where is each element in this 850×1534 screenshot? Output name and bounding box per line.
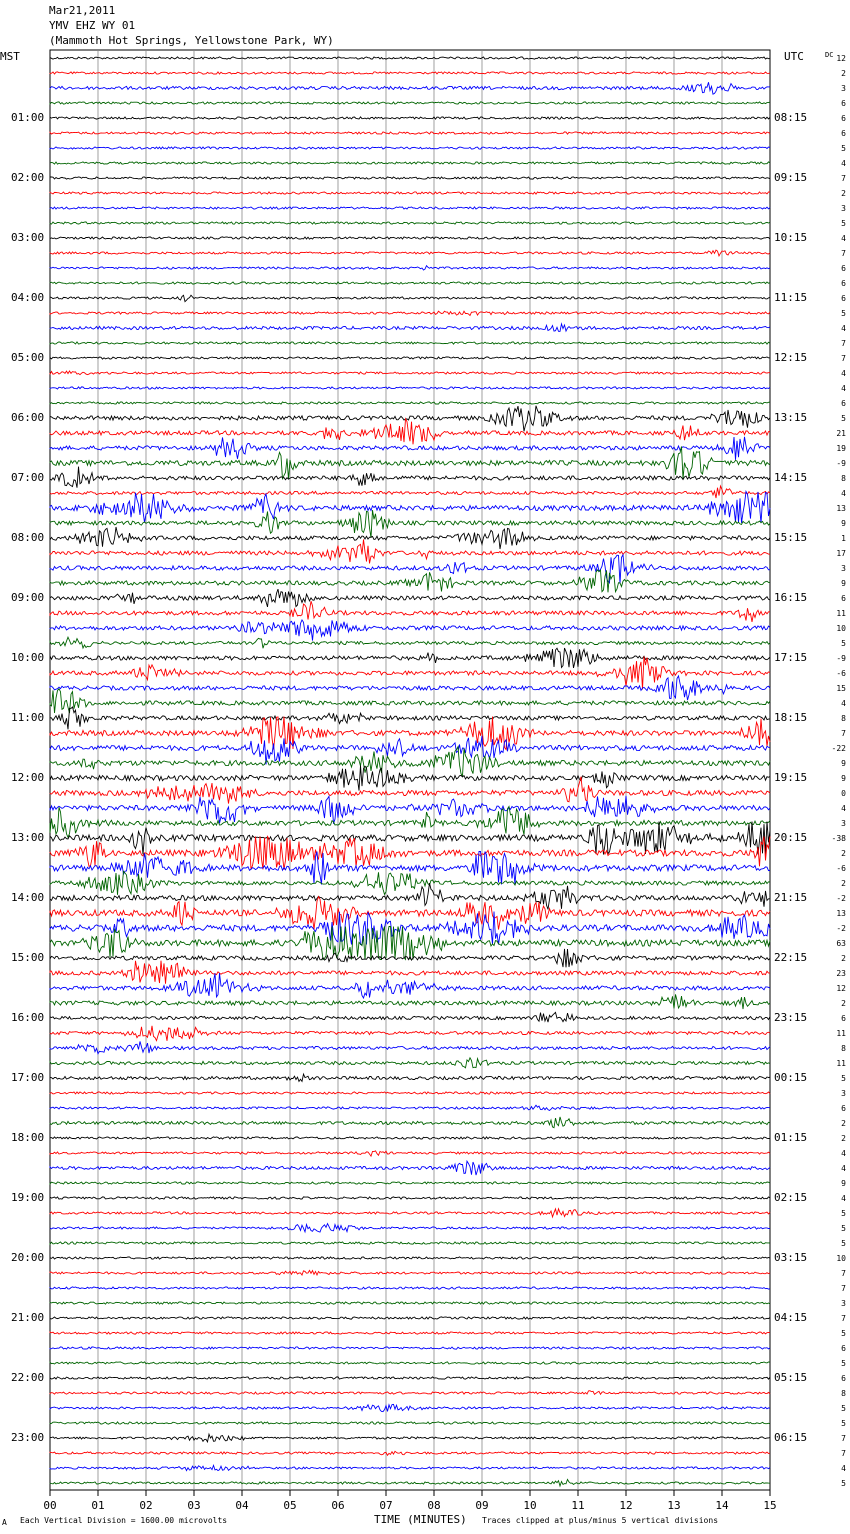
trace-line <box>50 342 770 344</box>
trace-line <box>50 222 770 224</box>
trace-line <box>50 1391 770 1395</box>
utc-hour-label: 11:15 <box>774 291 808 304</box>
trace-line <box>50 1317 770 1319</box>
trace-line <box>50 973 770 998</box>
trace-line <box>50 601 770 622</box>
trace-line <box>50 324 770 332</box>
mst-hour-label: 08:00 <box>11 531 45 544</box>
trace-line <box>50 207 770 209</box>
trace-line <box>50 1117 770 1128</box>
trace-line <box>50 527 770 549</box>
dc-offset-label: 9 <box>841 579 846 588</box>
trace-line <box>50 419 770 444</box>
dc-axis-title: DC <box>825 51 834 59</box>
dc-offset-label: 63 <box>836 939 846 948</box>
dc-offset-label: 6 <box>841 1014 846 1023</box>
trace-line <box>50 707 770 729</box>
mst-hour-label: 17:00 <box>11 1071 45 1084</box>
dc-offset-label: 23 <box>836 969 846 978</box>
dc-offset-label: 13 <box>836 504 846 513</box>
dc-offset-label: 9 <box>841 519 846 528</box>
utc-axis-title: UTC <box>784 50 804 63</box>
utc-hour-label: 14:15 <box>774 471 808 484</box>
dc-offset-label: 3 <box>841 819 846 828</box>
trace-line <box>50 1209 770 1217</box>
mst-hour-label: 10:00 <box>11 651 45 664</box>
trace-line <box>50 1182 770 1184</box>
trace-line <box>50 250 770 256</box>
trace-line <box>50 852 770 885</box>
date-label: Mar21,2011 <box>49 4 116 17</box>
trace-line <box>50 676 770 700</box>
dc-offset-label: 5 <box>841 144 846 153</box>
dc-offset-label: 6 <box>841 399 846 408</box>
mst-hour-label: 12:00 <box>11 771 45 784</box>
trace-line <box>50 961 770 984</box>
trace-line <box>50 1151 770 1156</box>
dc-offset-label: 7 <box>841 174 846 183</box>
mst-hour-label: 09:00 <box>11 591 45 604</box>
mst-hour-label: 14:00 <box>11 891 45 904</box>
x-tick-label: 03 <box>187 1499 201 1512</box>
utc-hour-label: 21:15 <box>774 891 808 904</box>
trace-line <box>50 1161 770 1175</box>
mst-hour-label: 20:00 <box>11 1251 45 1264</box>
dc-offset-label: 4 <box>841 234 846 243</box>
trace-line <box>50 539 770 563</box>
dc-offset-label: 2 <box>841 1119 846 1128</box>
x-tick-label: 13 <box>667 1499 681 1512</box>
dc-offset-label: -22 <box>831 744 846 753</box>
trace-line <box>50 486 770 498</box>
dc-offset-label: 6 <box>841 129 846 138</box>
x-tick-label: 02 <box>139 1499 153 1512</box>
dc-offset-label: 2 <box>841 1134 846 1143</box>
trace-line <box>50 1422 770 1424</box>
trace-line <box>50 620 770 641</box>
trace-line <box>50 589 770 607</box>
x-tick-label: 00 <box>43 1499 57 1512</box>
trace-line <box>50 994 770 1009</box>
dc-offset-label: 7 <box>841 249 846 258</box>
utc-hour-label: 17:15 <box>774 651 808 664</box>
dc-offset-label: 6 <box>841 1104 846 1113</box>
dc-offset-label: 4 <box>841 804 846 813</box>
mst-hour-label: 02:00 <box>11 171 45 184</box>
dc-offset-label: 5 <box>841 1209 846 1218</box>
utc-hour-label: 16:15 <box>774 591 808 604</box>
trace-line <box>50 689 770 713</box>
trace-line <box>50 467 770 488</box>
trace-line <box>50 162 770 164</box>
dc-offset-label: 4 <box>841 159 846 168</box>
dc-offset-label: 8 <box>841 1044 846 1053</box>
trace-line <box>50 777 770 804</box>
dc-offset-label: 6 <box>841 264 846 273</box>
trace-line <box>50 1434 770 1442</box>
trace-line <box>50 177 770 179</box>
trace-line <box>50 237 770 239</box>
dc-offset-label: 5 <box>841 1074 846 1083</box>
dc-offset-label: 3 <box>841 564 846 573</box>
trace-line <box>50 570 770 593</box>
dc-offset-label: 5 <box>841 1239 846 1248</box>
mst-hour-label: 23:00 <box>11 1431 45 1444</box>
trace-line <box>50 1197 770 1199</box>
station-label: YMV EHZ WY 01 <box>49 19 136 32</box>
trace-line <box>50 1058 770 1068</box>
dc-offset-label: 13 <box>836 909 846 918</box>
mst-hour-label: 11:00 <box>11 711 45 724</box>
dc-offset-label: 12 <box>836 54 846 63</box>
dc-offset-label: 3 <box>841 1089 846 1098</box>
x-tick-label: 12 <box>619 1499 633 1512</box>
trace-line <box>50 927 770 960</box>
dc-offset-label: 11 <box>836 1029 846 1038</box>
dc-offset-label: 5 <box>841 1359 846 1368</box>
trace-line <box>50 1347 770 1349</box>
dc-offset-label: 9 <box>841 774 846 783</box>
mst-hour-label: 22:00 <box>11 1371 45 1384</box>
mst-hour-label: 05:00 <box>11 351 45 364</box>
dc-offset-label: 3 <box>841 204 846 213</box>
trace-line <box>50 1092 770 1094</box>
trace-line <box>50 1287 770 1289</box>
mst-hour-label: 03:00 <box>11 231 45 244</box>
trace-line <box>50 912 770 945</box>
dc-offset-label: 7 <box>841 1269 846 1278</box>
dc-offset-label: 4 <box>841 699 846 708</box>
dc-offset-label: 6 <box>841 99 846 108</box>
dc-offset-label: 4 <box>841 384 846 393</box>
trace-line <box>50 1137 770 1139</box>
utc-hour-label: 00:15 <box>774 1071 808 1084</box>
mst-hour-label: 06:00 <box>11 411 45 424</box>
dc-offset-label: 2 <box>841 999 846 1008</box>
trace-line <box>50 1451 770 1455</box>
trace-line <box>50 717 770 750</box>
trace-line <box>50 736 770 765</box>
trace-line <box>50 492 770 524</box>
dc-offset-label: -2 <box>836 924 846 933</box>
trace-line <box>50 510 770 538</box>
utc-hour-label: 13:15 <box>774 411 808 424</box>
x-tick-label: 11 <box>571 1499 585 1512</box>
trace-line <box>50 1074 770 1081</box>
dc-offset-label: 4 <box>841 1464 846 1473</box>
mst-hour-label: 13:00 <box>11 831 45 844</box>
clip-note: Traces clipped at plus/minus 5 vertical divisions <box>482 1516 719 1525</box>
trace-line <box>50 117 770 119</box>
trace-line <box>50 266 770 270</box>
dc-offset-label: 5 <box>841 1329 846 1338</box>
dc-offset-label: 7 <box>841 1449 846 1458</box>
dc-offset-label: 6 <box>841 114 846 123</box>
dc-offset-label: 5 <box>841 1479 846 1488</box>
trace-line <box>50 311 770 315</box>
x-tick-label: 07 <box>379 1499 393 1512</box>
trace-line <box>50 555 770 584</box>
trace-line <box>50 295 770 301</box>
dc-offset-label: 5 <box>841 639 846 648</box>
trace-line <box>50 72 770 74</box>
x-tick-label: 04 <box>235 1499 249 1512</box>
dc-offset-label: 12 <box>836 984 846 993</box>
dc-offset-label: -38 <box>831 834 846 843</box>
dc-offset-label: 19 <box>836 444 846 453</box>
dc-offset-label: 2 <box>841 879 846 888</box>
dc-offset-label: 15 <box>836 684 846 693</box>
utc-hour-label: 20:15 <box>774 831 808 844</box>
trace-line <box>50 357 770 359</box>
trace-line <box>50 1377 770 1379</box>
x-tick-label: 06 <box>331 1499 345 1512</box>
trace-line <box>50 871 770 895</box>
utc-hour-label: 03:15 <box>774 1251 808 1264</box>
x-tick-label: 14 <box>715 1499 729 1512</box>
utc-hour-label: 05:15 <box>774 1371 808 1384</box>
trace-line <box>50 102 770 104</box>
dc-offset-label: 5 <box>841 219 846 228</box>
dc-offset-label: 8 <box>841 1389 846 1398</box>
dc-offset-label: 2 <box>841 954 846 963</box>
dc-offset-label: 10 <box>836 1254 846 1263</box>
utc-hour-label: 06:15 <box>774 1431 808 1444</box>
dc-offset-label: 17 <box>836 549 846 558</box>
dc-offset-label: 8 <box>841 474 846 483</box>
dc-offset-label: 4 <box>841 1164 846 1173</box>
dc-offset-label: 5 <box>841 1404 846 1413</box>
footer-mark: A <box>2 1518 7 1527</box>
trace-line <box>50 1257 770 1259</box>
mst-hour-label: 16:00 <box>11 1011 45 1024</box>
x-tick-label: 10 <box>523 1499 537 1512</box>
trace-line <box>50 1479 770 1486</box>
mst-hour-label: 18:00 <box>11 1131 45 1144</box>
dc-offset-label: -6 <box>836 669 846 678</box>
trace-line <box>50 1465 770 1470</box>
dc-offset-label: 5 <box>841 1224 846 1233</box>
utc-hour-label: 23:15 <box>774 1011 808 1024</box>
trace-line <box>50 796 770 824</box>
mst-hour-label: 01:00 <box>11 111 45 124</box>
x-axis-title: TIME (MINUTES) <box>374 1513 467 1526</box>
trace-line <box>50 192 770 194</box>
location-label: (Mammoth Hot Springs, Yellowstone Park, WY) <box>49 34 334 47</box>
trace-line <box>50 387 770 389</box>
trace-line <box>50 1302 770 1304</box>
dc-offset-label: 6 <box>841 594 846 603</box>
dc-offset-label: 9 <box>841 759 846 768</box>
trace-line <box>50 822 770 855</box>
trace-line <box>50 132 770 134</box>
dc-offset-label: 1 <box>841 534 846 543</box>
mst-hour-label: 21:00 <box>11 1311 45 1324</box>
trace-line <box>50 1242 770 1244</box>
dc-offset-label: -2 <box>836 894 846 903</box>
trace-line <box>50 282 770 284</box>
trace-line <box>50 57 770 59</box>
scale-note: Each Vertical Division = 1600.00 microvolts <box>20 1516 228 1525</box>
dc-offset-label: 7 <box>841 1434 846 1443</box>
x-tick-label: 08 <box>427 1499 441 1512</box>
trace-line <box>50 1224 770 1233</box>
trace-line <box>50 648 770 668</box>
dc-offset-label: 3 <box>841 1299 846 1308</box>
trace-line <box>50 82 770 94</box>
dc-offset-label: 6 <box>841 1344 846 1353</box>
dc-offset-label: 3 <box>841 84 846 93</box>
trace-line <box>50 1012 770 1022</box>
dc-offset-label: 21 <box>836 429 846 438</box>
trace-line <box>50 1041 770 1053</box>
trace-line <box>50 371 770 375</box>
dc-offset-label: 7 <box>841 1284 846 1293</box>
plot-frame <box>50 50 770 1490</box>
trace-line <box>50 402 770 404</box>
dc-offset-label: 6 <box>841 294 846 303</box>
dc-offset-label: 11 <box>836 609 846 618</box>
utc-hour-label: 02:15 <box>774 1191 808 1204</box>
dc-offset-label: 5 <box>841 414 846 423</box>
dc-offset-label: 8 <box>841 714 846 723</box>
utc-hour-label: 01:15 <box>774 1131 808 1144</box>
dc-offset-label: 6 <box>841 1374 846 1383</box>
dc-offset-label: 2 <box>841 189 846 198</box>
dc-offset-label: 4 <box>841 369 846 378</box>
utc-hour-label: 04:15 <box>774 1311 808 1324</box>
dc-offset-label: 7 <box>841 354 846 363</box>
mst-hour-label: 07:00 <box>11 471 45 484</box>
dc-offset-label: 4 <box>841 324 846 333</box>
dc-offset-label: 6 <box>841 279 846 288</box>
mst-axis-title: MST <box>0 50 20 63</box>
trace-line <box>50 637 770 648</box>
utc-hour-label: 12:15 <box>774 351 808 364</box>
trace-line <box>50 747 770 776</box>
dc-offset-label: 2 <box>841 849 846 858</box>
mst-hour-label: 15:00 <box>11 951 45 964</box>
trace-line <box>50 1332 770 1334</box>
trace-line <box>50 447 770 480</box>
trace-line <box>50 1404 770 1411</box>
mst-hour-label: 04:00 <box>11 291 45 304</box>
dc-offset-label: 9 <box>841 1179 846 1188</box>
dc-offset-label: 5 <box>841 309 846 318</box>
dc-offset-label: 10 <box>836 624 846 633</box>
x-tick-label: 05 <box>283 1499 297 1512</box>
utc-hour-label: 08:15 <box>774 111 808 124</box>
x-tick-label: 01 <box>91 1499 105 1512</box>
mst-hour-label: 19:00 <box>11 1191 45 1204</box>
utc-hour-label: 15:15 <box>774 531 808 544</box>
dc-offset-label: 5 <box>841 1419 846 1428</box>
trace-line <box>50 1270 770 1275</box>
utc-hour-label: 09:15 <box>774 171 808 184</box>
utc-hour-label: 22:15 <box>774 951 808 964</box>
dc-offset-label: 4 <box>841 1149 846 1158</box>
utc-hour-label: 10:15 <box>774 231 808 244</box>
dc-offset-label: 2 <box>841 69 846 78</box>
trace-line <box>50 1026 770 1041</box>
dc-offset-label: 4 <box>841 489 846 498</box>
trace-line <box>50 883 770 909</box>
x-tick-label: 15 <box>763 1499 777 1512</box>
dc-offset-label: -9 <box>836 654 846 663</box>
x-tick-label: 09 <box>475 1499 489 1512</box>
trace-line <box>50 1105 770 1110</box>
trace-line <box>50 147 770 149</box>
trace-line <box>50 406 770 432</box>
dc-offset-label: 11 <box>836 1059 846 1068</box>
dc-offset-label: 0 <box>841 789 846 798</box>
trace-line <box>50 1362 770 1364</box>
dc-offset-label: 4 <box>841 1194 846 1203</box>
dc-offset-label: 7 <box>841 339 846 348</box>
dc-offset-label: -9 <box>836 459 846 468</box>
utc-hour-label: 19:15 <box>774 771 808 784</box>
dc-offset-label: 7 <box>841 1314 846 1323</box>
utc-hour-label: 18:15 <box>774 711 808 724</box>
dc-offset-label: -6 <box>836 864 846 873</box>
dc-offset-label: 7 <box>841 729 846 738</box>
